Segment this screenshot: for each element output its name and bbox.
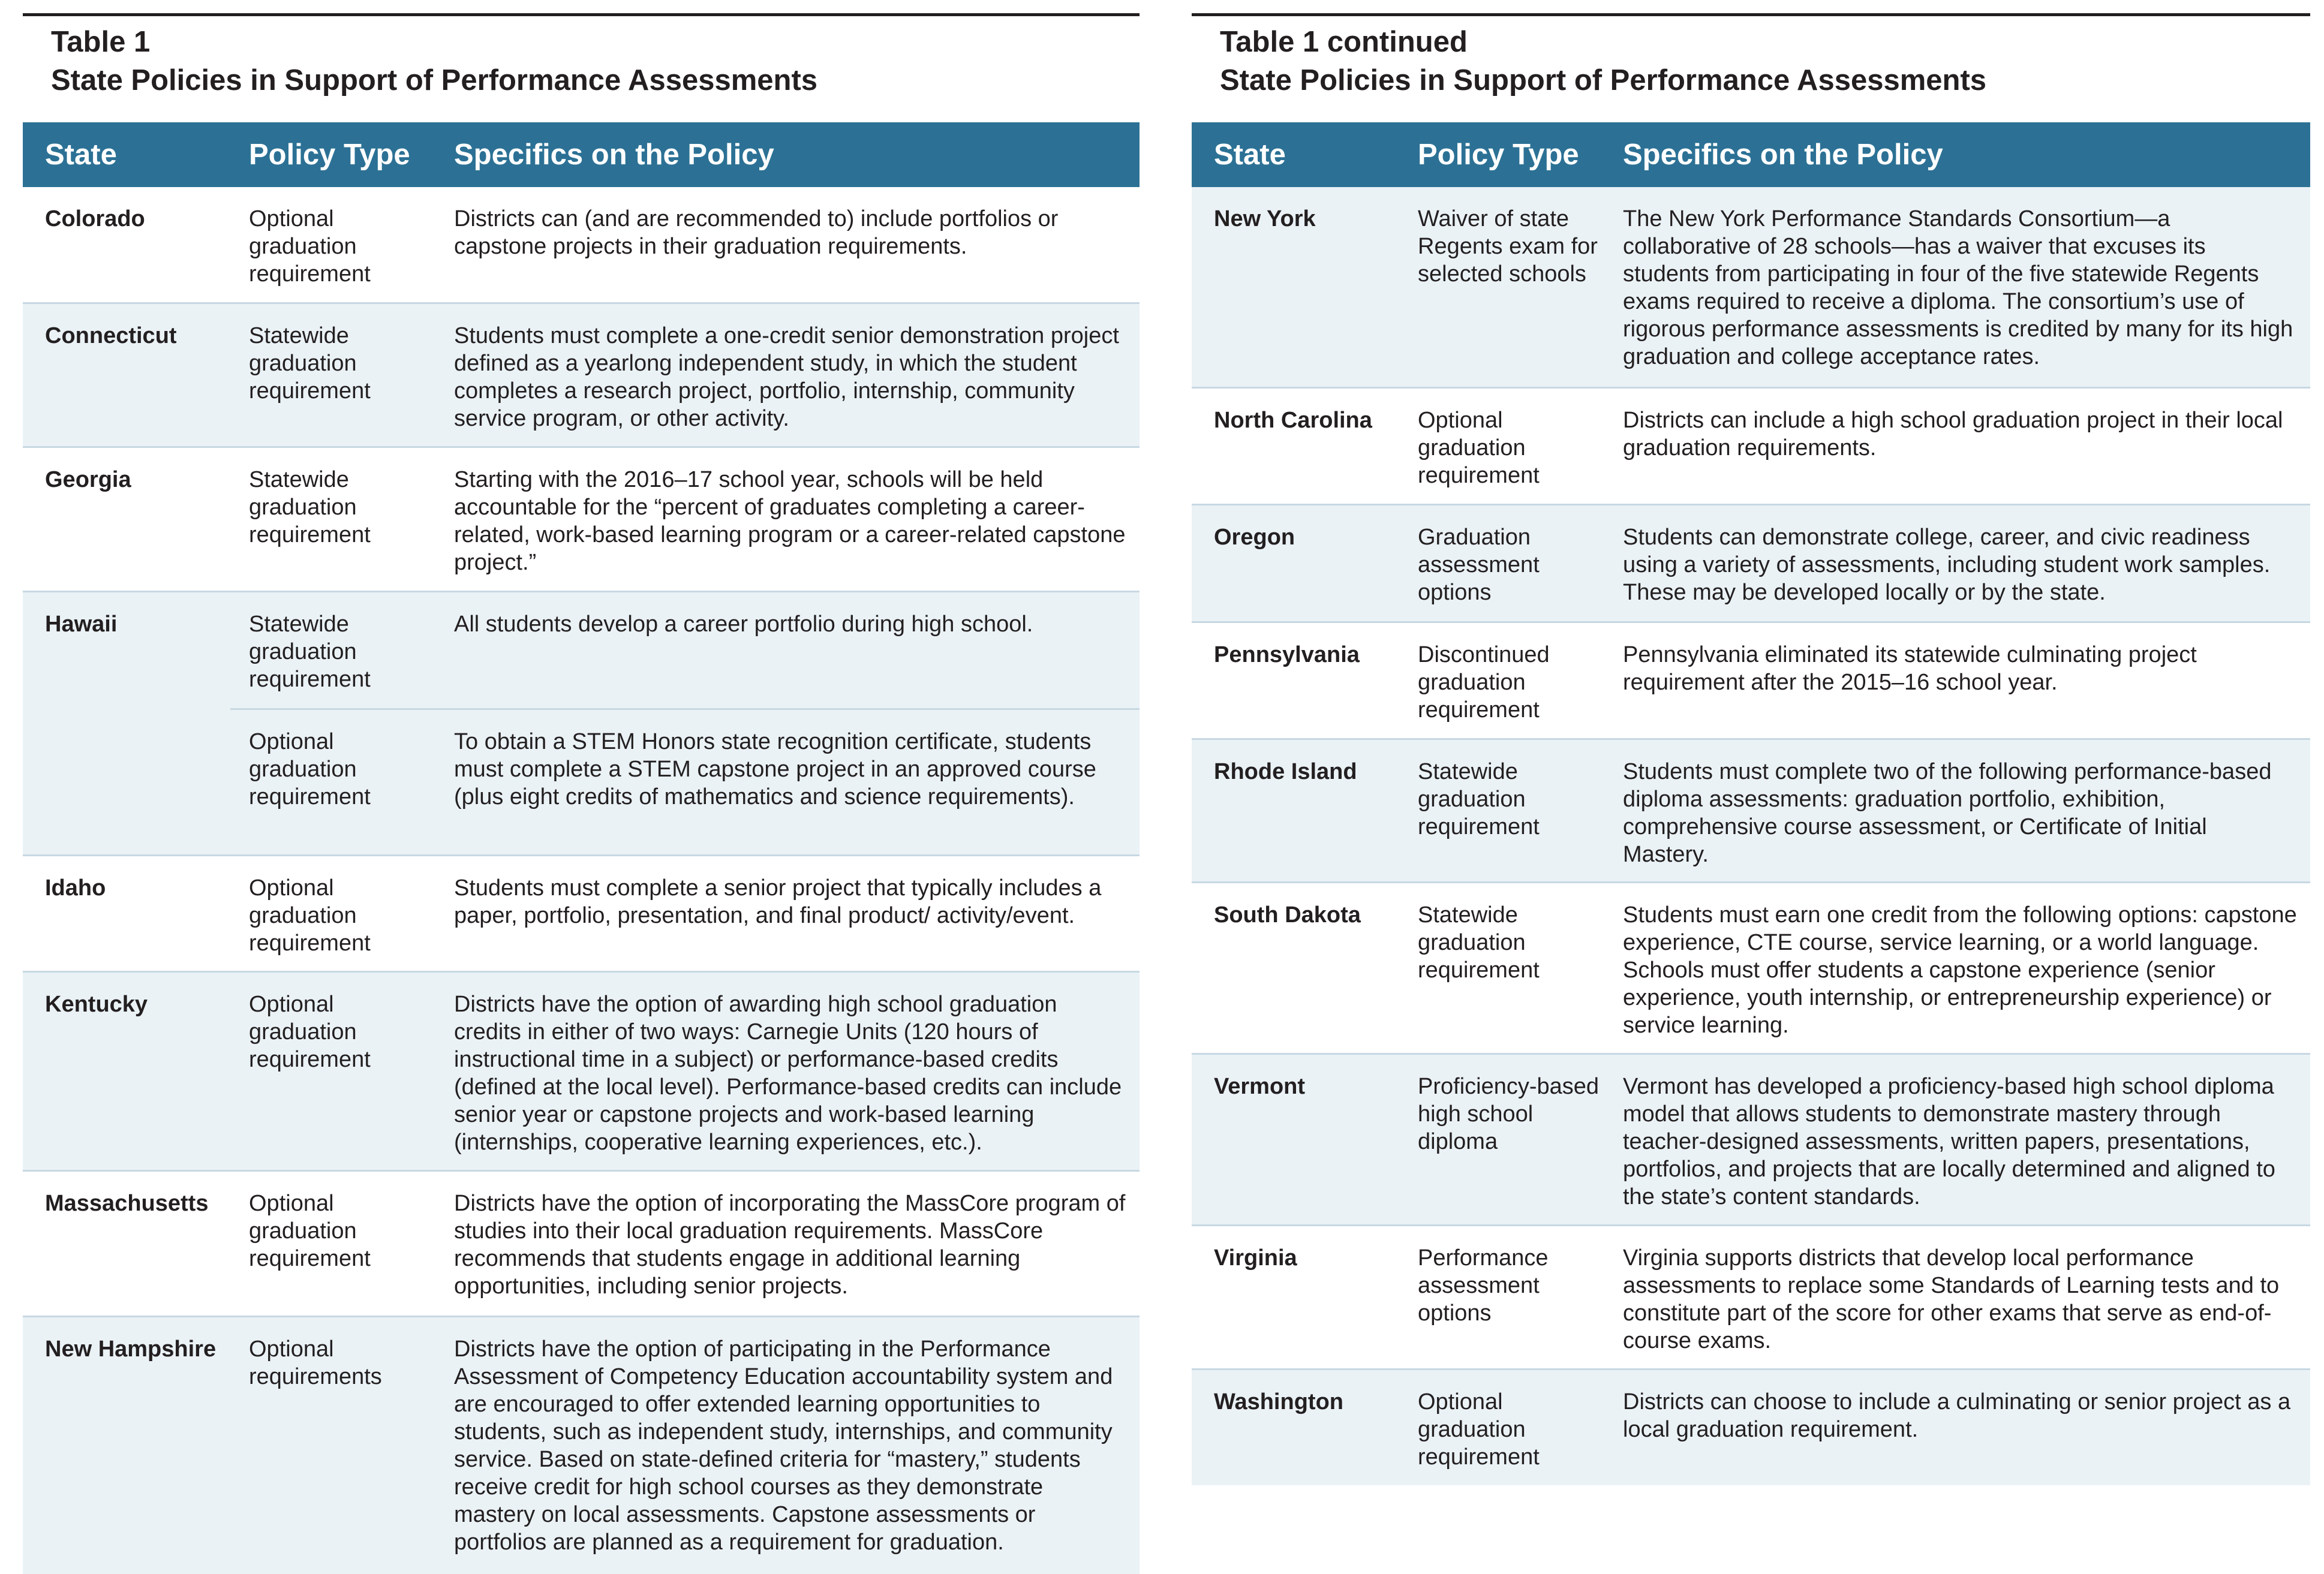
specifics-cell: Districts have the option of participating in the Performance Assessment of Competency Education accountability system and are encouraged to offer extended learning opportunities to students, such as independent study, internships, and community service. Based on state-defined criteria for “mastery,” students receive credit for high school courses as they demonstrate mastery on local assessments. Capstone assessments or portfolios are planned as a requirement for graduation.: [454, 1337, 1113, 1555]
table-row: [1192, 621, 2310, 738]
specifics-cell: The New York Performance Standards Consortium—a collaborative of 28 schools—has a waiver that excuses its students from participating in four of the five statewide Regents exams required to receive a diploma. The consortium’s use of rigorous performance assessments is credited by many for its high graduation and college acceptance rates.: [1623, 206, 2293, 369]
state-cell: New Hampshire: [45, 1337, 217, 1362]
table-header: [1192, 122, 2310, 187]
state-cell: Rhode Island: [1214, 759, 1357, 784]
state-cell: Vermont: [1214, 1074, 1306, 1099]
specifics-cell: Vermont has developed a proficiency-based high school diploma model that allows students to demonstrate mastery through teacher-designed assessments, written papers, presentations, portfolios, and projects that are locally determined and aligned to the state’s content standards.: [1623, 1074, 2275, 1209]
table-row: [1192, 387, 2310, 504]
column-header-policy-type: Policy Type: [249, 139, 410, 171]
state-cell: Georgia: [45, 467, 131, 492]
state-cell: Pennsylvania: [1214, 642, 1360, 667]
specifics-cell: Virginia supports districts that develop local performance assessments to replace some Standards of Learning tests and to constitute part of the score for other exams that serve as end-of-course exams.: [1623, 1245, 2280, 1353]
policy-type-cell: Optional graduation requirement: [1418, 408, 1540, 488]
policy-type-cell: Optional graduation requirement: [249, 992, 371, 1072]
top-rule: [23, 13, 1140, 16]
specifics-cell: Pennsylvania eliminated its statewide culminating project requirement after the 2015–16 school year.: [1623, 642, 2197, 695]
state-cell: Colorado: [45, 206, 145, 231]
table-row: [23, 854, 1140, 971]
sub-row-divider: [230, 708, 1140, 710]
specifics-cell: Students must complete two of the following performance-based diploma assessments: graduation portfolio, exhibition, comprehensive course assessment, or Certificate of Initial Mastery.: [1623, 759, 2272, 867]
policy-type-cell: Statewide graduation requirement: [1418, 759, 1540, 839]
state-cell: Hawaii: [45, 612, 118, 637]
table-row: [23, 971, 1140, 1170]
state-cell: South Dakota: [1214, 902, 1361, 928]
column-header-state: State: [45, 139, 117, 171]
column-header-specifics: Specifics on the Policy: [454, 139, 774, 171]
column-header-state: State: [1214, 139, 1286, 171]
table-subtitle: State Policies in Support of Performance Assessments: [1220, 64, 1987, 97]
policy-type-cell: Optional graduation requirement: [249, 729, 371, 809]
specifics-cell: To obtain a STEM Honors state recognition certificate, students must complete a STEM capstone project in an approved course (plus eight credits of mathematics and science requirements).: [454, 729, 1096, 809]
table-row: [1192, 1368, 2310, 1485]
specifics-cell: Districts can (and are recommended to) include portfolios or capstone projects in their graduation requirements.: [454, 206, 1059, 259]
state-cell: Kentucky: [45, 992, 148, 1017]
column-header-policy-type: Policy Type: [1418, 139, 1579, 171]
specifics-cell: Students must complete a senior project that typically includes a paper, portfolio, presentation, and final product/ activity/event.: [454, 875, 1102, 928]
state-cell: Connecticut: [45, 323, 177, 348]
specifics-cell: Starting with the 2016–17 school year, schools will be held accountable for the “percent of graduates completing a career-related, work-based learning program or a career-related capstone project.”: [454, 467, 1126, 575]
policy-type-cell: Performance assessment options: [1418, 1245, 1549, 1326]
column-header-specifics: Specifics on the Policy: [1623, 139, 1943, 171]
table-title: Table 1 continued: [1220, 26, 1468, 58]
specifics-cell: Districts have the option of awarding high school graduation credits in either of two ways: Carnegie Units (120 hours of instructional time in a subject) or performance-based credits (defined at the local level). Performance-based credits can include senior year or capstone projects and work-based learning (internships, cooperative learning experiences, etc.).: [454, 992, 1122, 1155]
policy-type-cell: Optional graduation requirement: [1418, 1389, 1540, 1470]
policy-type-cell: Optional graduation requirement: [249, 1191, 371, 1271]
table-caption: [51, 23, 817, 100]
specifics-cell: Districts have the option of incorporating the MassCore program of studies into their local graduation requirements. MassCore recommends that students engage in additional learning opportunities, including senior projects.: [454, 1191, 1126, 1299]
table-row: [1192, 1224, 2310, 1368]
policy-type-cell: Optional graduation requirement: [249, 206, 371, 287]
state-cell: North Carolina: [1214, 408, 1372, 433]
table-header: [23, 122, 1140, 187]
specifics-cell: Districts can include a high school graduation project in their local graduation requirements.: [1623, 408, 2283, 461]
table-row: [1192, 881, 2310, 1053]
policy-type-cell: Statewide graduation requirement: [249, 612, 371, 692]
specifics-cell: Districts can choose to include a culminating or senior project as a local graduation requirement.: [1623, 1389, 2291, 1442]
policy-type-cell: Discontinued graduation requirement: [1418, 642, 1550, 723]
state-cell: Oregon: [1214, 525, 1295, 550]
table-row: [23, 446, 1140, 591]
table-row: [23, 591, 1140, 854]
state-cell: Idaho: [45, 875, 106, 901]
policy-type-cell: Statewide graduation requirement: [1418, 902, 1540, 983]
policy-type-cell: Statewide graduation requirement: [249, 323, 371, 404]
table-row: [1192, 187, 2310, 387]
specifics-cell: Students must complete a one-credit senior demonstration project defined as a yearlong independent study, in which the student completes a research project, portfolio, internship, community service program, or other activity.: [454, 323, 1119, 431]
policy-type-cell: Optional requirements: [249, 1337, 382, 1389]
table-caption: [1220, 23, 1986, 100]
table-row: [1192, 738, 2310, 881]
table-row: [23, 1316, 1140, 1574]
table-row: [23, 1170, 1140, 1316]
state-cell: New York: [1214, 206, 1316, 231]
state-cell: Virginia: [1214, 1245, 1297, 1271]
policy-type-cell: Graduation assessment options: [1418, 525, 1540, 605]
table-title: Table 1: [51, 26, 151, 58]
specifics-cell: All students develop a career portfolio during high school.: [454, 612, 1033, 637]
specifics-cell: Students must earn one credit from the following options: capstone experience, CTE course, service learning, or a world language. Schools must offer students a capstone experience (senior experience, youth internship, or entrepreneurship experience) or service learning.: [1623, 902, 2297, 1038]
policy-type-cell: Waiver of state Regents exam for selected schools: [1418, 206, 1598, 287]
top-rule: [1192, 13, 2310, 16]
table-row: [1192, 1053, 2310, 1224]
table-row: [23, 187, 1140, 302]
policy-type-cell: Statewide graduation requirement: [249, 467, 371, 547]
state-cell: Massachusetts: [45, 1191, 209, 1216]
state-cell: Washington: [1214, 1389, 1343, 1415]
table-row: [1192, 504, 2310, 621]
table-subtitle: State Policies in Support of Performance Assessments: [51, 64, 818, 97]
policy-type-cell: Proficiency-based high school diploma: [1418, 1074, 1600, 1154]
policy-type-cell: Optional graduation requirement: [249, 875, 371, 956]
specifics-cell: Students can demonstrate college, career, and civic readiness using a variety of assessments, including student work samples. These may be developed locally or by the state.: [1623, 525, 2271, 605]
table-row: [23, 302, 1140, 446]
